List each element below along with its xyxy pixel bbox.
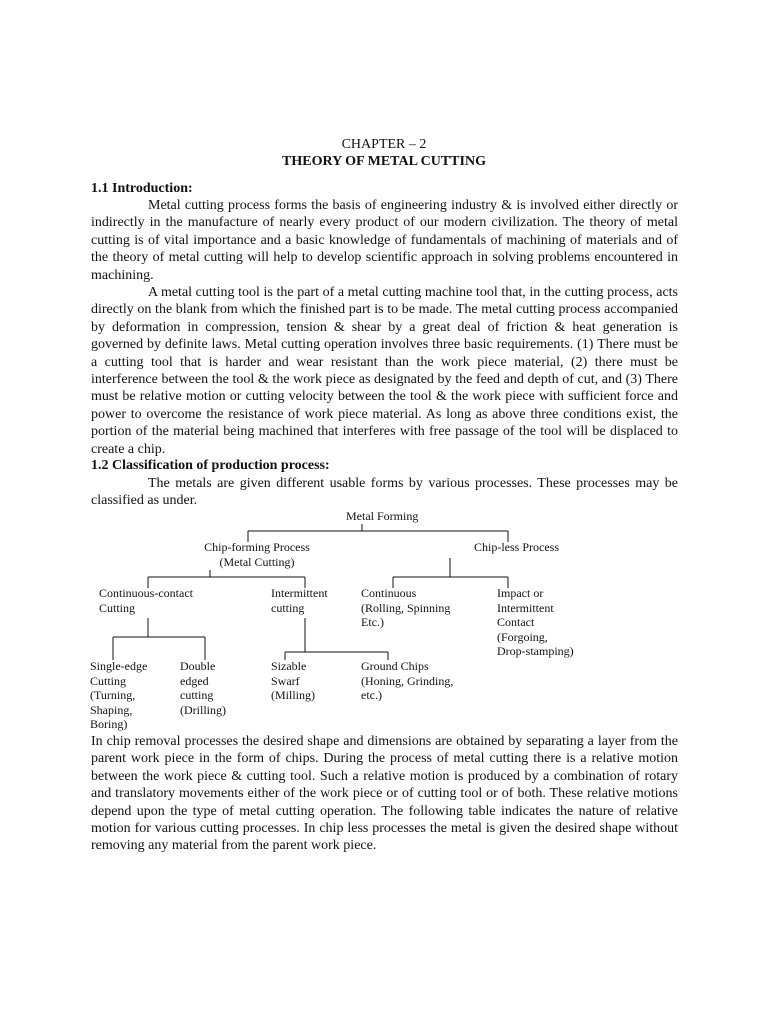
chip-removal-paragraph: In chip removal processes the desired shape and dimensions are obtained by separating a layer from the parent work piece in the form of chips. During the process of metal cutting there is a relative motion between the work piece & cutting tool. Such a relative motion is produced by a combination of rotary and translatory movements either of the work piece or of cutting tool or of both. These relative motions depend upon the type of metal cutting operation. The following table indicates the nature of relative motion for various cutting processes. In chip less processes the metal is given the desired shape without removing any material from the parent work piece. <box>91 734 678 854</box>
tree-node-metal-forming: Metal Forming <box>346 509 419 523</box>
tree-node-continuous: Continuous (Rolling, Spinning Etc.) <box>361 586 451 630</box>
classification-paragraph: The metals are given different usable forms by various processes. These processes may be classified as under. <box>91 476 678 509</box>
tree-node-continuous-contact: Continuous-contact Cutting <box>99 586 193 615</box>
tree-node-chip-forming: Chip-forming Process (Metal Cutting) <box>204 540 310 569</box>
intro-paragraph-2: A metal cutting tool is the part of a metal cutting machine tool that, in the cutting process, acts directly on the blank from which the finished part is to be made. The metal cutting process accompanied by deformation in compression, tension & shear by a great deal of friction & heat generation is governed by definite laws. Metal cutting operation involves three basic requirements. (1) There must be a cutting tool that is harder and wear resistant than the work piece material, (2) there must be interference between the tool & the work piece as designated by the feed and depth of cut, and (3) There must be relative motion or cutting velocity between the tool & the work piece with sufficient force and power to overcome the resistance of work piece material. As long as above three conditions exist, the portion of the material being machined that interferes with free passage of the tool will be displaced to create a chip. <box>91 285 678 457</box>
section-heading-introduction: 1.1 Introduction: <box>91 181 193 196</box>
intro-paragraph-1: Metal cutting process forms the basis of engineering industry & is involved either directly or indirectly in the manufacture of nearly every product of our modern civilization. The theory of metal cutting is of vital importance and a basic knowledge of fundamentals of machining of materials and of the theory of metal cutting will help to develop scientific approach in solving problems encountered in machining. <box>91 198 678 283</box>
tree-node-impact: Impact or Intermittent Contact (Forgoing, Drop-stamping) <box>497 586 574 659</box>
chapter-title: THEORY OF METAL CUTTING <box>282 154 486 169</box>
tree-node-ground-chips: Ground Chips (Honing, Grinding, etc.) <box>361 659 454 703</box>
chapter-label: CHAPTER – 2 <box>341 137 427 152</box>
tree-node-double-edged: Double edged cutting (Drilling) <box>180 659 226 717</box>
tree-node-intermittent: Intermittent cutting <box>271 586 328 615</box>
tree-node-chip-less: Chip-less Process <box>474 540 559 554</box>
tree-node-sizable-swarf: Sizable Swarf (Milling) <box>271 659 315 703</box>
section-heading-classification: 1.2 Classification of production process: <box>91 458 330 473</box>
tree-node-single-edge: Single-edge Cutting (Turning, Shaping, Boring) <box>90 659 148 732</box>
